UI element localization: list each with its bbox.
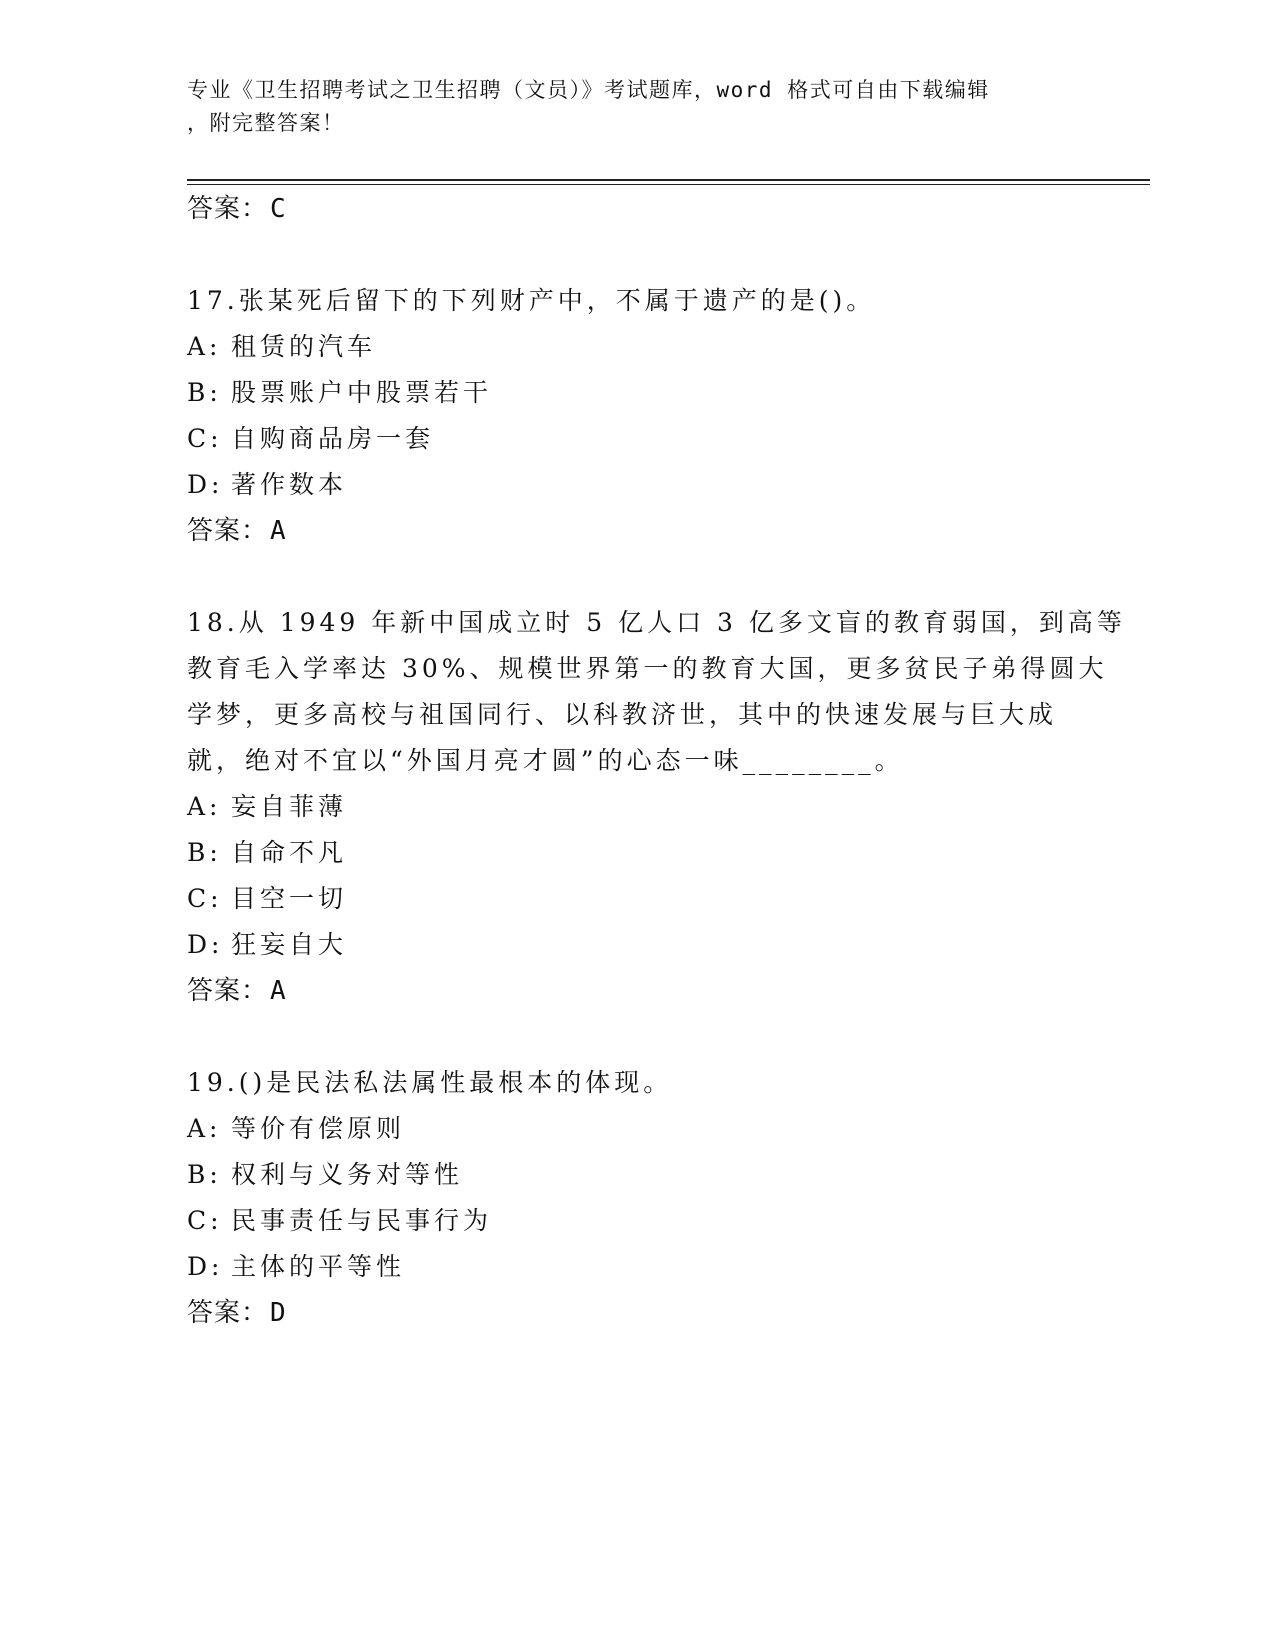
option-text: 股票账户中股票若干 [231,378,493,407]
option-text: 自购商品房一套 [231,424,435,453]
question-block [187,1060,1087,1336]
option-text: 民事责任与民事行为 [231,1206,493,1235]
option-letter: B: [187,378,222,407]
question-text-line: 17.张某死后留下的下列财产中，不属于遗产的是()。 [187,286,876,315]
option-letter: C: [187,1206,223,1235]
answer-label: 答案： [187,1298,269,1328]
question-text-line: 19.()是民法私法属性最根本的体现。 [187,1068,673,1097]
answer-line [187,186,1087,232]
document-header [187,74,1087,140]
option-row [187,324,1087,370]
option-row [187,1152,1087,1198]
option-row [187,416,1087,462]
question-text-line: 18.从 1949 年新中国成立时 5 亿人口 3 亿多文盲的教育弱国，到高等 [187,608,1126,637]
option-letter: C: [187,424,223,453]
option-letter: D: [187,930,224,959]
question-gap [187,554,1087,600]
option-text: 目空一切 [231,884,348,913]
option-letter: B: [187,838,222,867]
answer-value: A [270,516,287,546]
option-text: 租赁的汽车 [231,332,377,361]
question-list [187,186,1126,1336]
option-text: 自命不凡 [231,838,348,867]
option-row [187,830,1087,876]
answer-label: 答案： [187,194,269,224]
answer-value: C [270,194,287,224]
answer-label: 答案： [187,976,269,1006]
questions-container [187,232,1126,1336]
option-row [187,1198,1087,1244]
option-row [187,784,1087,830]
option-row [187,462,1087,508]
option-letter: B: [187,1160,222,1189]
option-letter: D: [187,1252,224,1281]
option-text: 妄自菲薄 [231,792,348,821]
option-row [187,1244,1087,1290]
option-row [187,876,1087,922]
option-text: 狂妄自大 [231,930,348,959]
question-block [187,600,1126,1014]
option-text: 权利与义务对等性 [231,1160,464,1189]
option-row [187,370,1087,416]
answer-value: A [270,976,287,1006]
option-text: 等价有偿原则 [231,1114,406,1143]
question-text-line: 就，绝对不宜以“外国月亮才圆”的心态一味________。 [187,746,904,775]
option-letter: D: [187,470,224,499]
option-row [187,922,1087,968]
option-letter: A: [187,792,222,821]
header-divider-thin [187,184,1150,185]
option-text: 主体的平等性 [231,1252,406,1281]
answer-value: D [270,1298,287,1328]
option-letter: A: [187,1114,222,1143]
question-gap [187,1014,1087,1060]
option-text: 著作数本 [231,470,348,499]
answer-label: 答案： [187,516,269,546]
question-block [187,278,1087,554]
option-letter: C: [187,884,223,913]
header-line-1: 专业《卫生招聘考试之卫生招聘（文员）》考试题库，word 格式可自由下载编辑 [187,78,990,102]
question-text-line: 教育毛入学率达 30%、规模世界第一的教育大国，更多贫民子弟得圆大 [187,654,1108,683]
answer-line [187,508,1087,554]
option-letter: A: [187,332,222,361]
question-gap [187,232,1087,278]
question-text-line: 学梦，更多高校与祖国同行、以科教济世，其中的快速发展与巨大成 [187,700,1058,729]
option-row [187,1106,1087,1152]
header-divider-thick [187,179,1150,181]
header-line-2: ，附完整答案！ [187,111,345,135]
answer-line [187,968,1087,1014]
answer-line [187,1290,1087,1336]
